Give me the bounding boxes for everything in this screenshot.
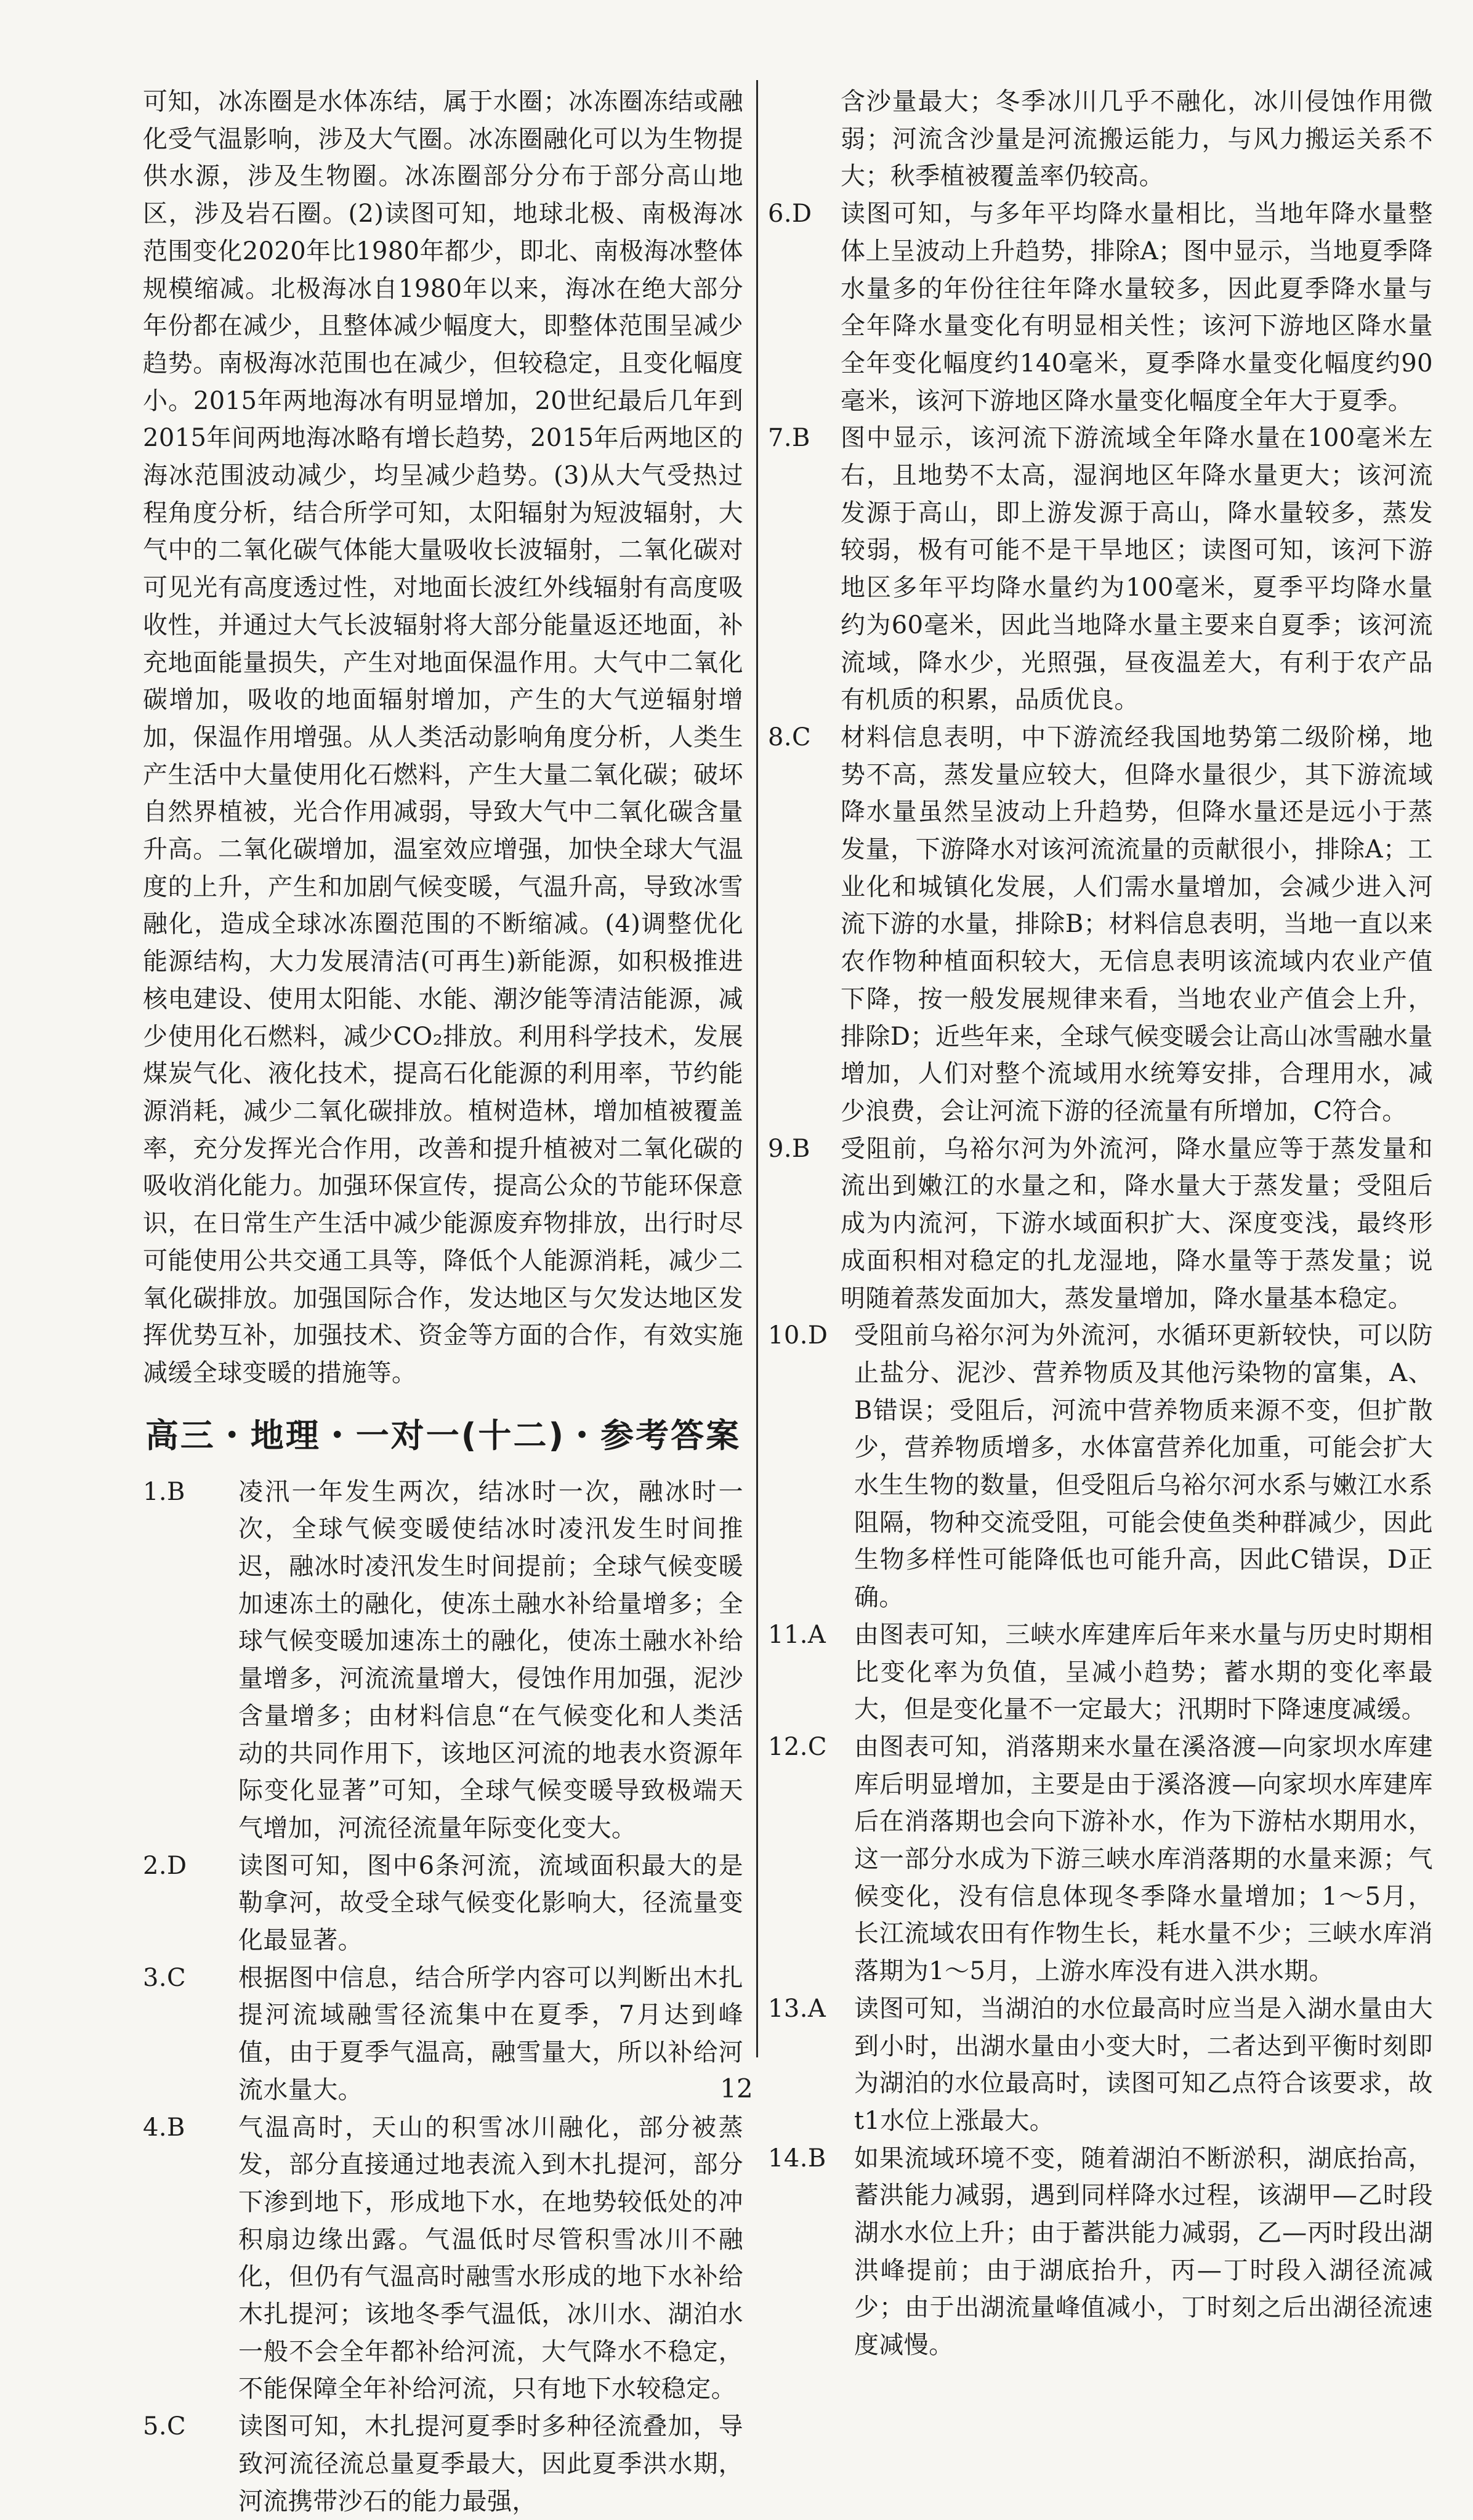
page-number: 12: [720, 2073, 753, 2104]
answer-text: 受阻前乌裕尔河为外流河，水循环更新较快，可以防止盐分、泥沙、营养物质及其他污染物的富集，A、B错误；受阻后，河流中营养物质来源不变，但扩散少，营养物质增多，水体富营养化加重，可能会扩大水生生物的数量，但受阻后乌裕尔河水系与嫩江水系阻隔，物种交流受阻，可能会使鱼类种群减少，因此生物多样性可能降低也可能升高，因此C错误，D正确。: [854, 1321, 1434, 1612]
answer-item: [768, 2140, 1433, 2364]
answer-text: 如果流域环境不变，随着湖泊不断淤积，湖底抬高，蓄洪能力减弱，遇到同样降水过程，该湖甲—乙时段湖水水位上升；由于蓄洪能力减弱，乙—丙时段出湖洪峰提前；由于湖底抬升，丙—丁时段入湖径流减少；由于出湖流量峰值减小，丁时刻之后出湖径流速度减慢。: [854, 2144, 1433, 2360]
answer-text: 凌汛一年发生两次，结冰时一次，融冰时一次，全球气候变暖使结冰时凌汛发生时间推迟，融冰时凌汛发生时间提前；全球气候变暖加速冻土的融化，使冻土融水补给量增多；全球气候变暖加速冻土的融化，使冻土融水补给量增多，河流流量增大，侵蚀作用加强，泥沙含量增多；由材料信息“在气候变化和人类活动的共同作用下，该地区河流的地表水资源年际变化显著”可知，全球气候变暖导致极端天气增加，河流径流量年际变化变大。: [238, 1477, 743, 1842]
answer-item: [768, 1317, 1433, 1616]
answer-number: 13.A: [768, 1994, 826, 2023]
answer-number: 2.D: [143, 1851, 187, 1880]
previous-answer-continuation: 可知，冰冻圈是水体冻结，属于水圈；冰冻圈冻结或融化受气温影响，涉及大气圈。冰冻圈融化可以为生物提供水源，涉及生物圈。冰冻圈部分分布于部分高山地区，涉及岩石圈。(2)读图可知，地球北极、南极海冰范围变化2020年比1980年都少，即北、南极海冰整体规模缩减。北极海冰自1980年以来，海冰在绝大部分年份都在减少，且整体减少幅度大，即整体范围呈减少趋势。南极海冰范围也在减少，但较稳定，且变化幅度小。2015年两地海冰有明显增加，20世纪最后几年到2015年间两地海冰略有增长趋势，2015年后两地区的海冰范围波动减少，均呈减少趋势。(3)从大气受热过程角度分析，结合所学可知，太阳辐射为短波辐射，大气中的二氧化碳气体能大量吸收长波辐射，二氧化碳对可见光有高度透过性，对地面长波红外线辐射有高度吸收性，并通过大气长波辐射将大部分能量返还地面，补充地面能量损失，产生对地面保温作用。大气中二氧化碳增加，吸收的地面辐射增加，产生的大气逆辐射增加，保温作用增强。从人类活动影响角度分析，人类生产生活中大量使用化石燃料，产生大量二氧化碳；破坏自然界植被，光合作用减弱，导致大气中二氧化碳含量升高。二氧化碳增加，温室效应增强，加快全球大气温度的上升，产生和加剧气候变暖，气温升高，导致冰雪融化，造成全球冰冻圈范围的不断缩减。(4)调整优化能源结构，大力发展清洁(可再生)新能源，如积极推进核电建设、使用太阳能、水能、潮汐能等清洁能源，减少使用化石燃料，减少CO₂排放。利用科学技术，发展煤炭气化、液化技术，提高石化能源的利用率，节约能源消耗，减少二氧化碳排放。植树造林，增加植被覆盖率，充分发挥光合作用，改善和提升植被对二氧化碳的吸收消化能力。加强环保宣传，提高公众的节能环保意识，在日常生产生活中减少能源废弃物排放，出行时尽可能使用公共交通工具等，降低个人能源消耗，减少二氧化碳排放。加强国际合作，发达地区与欠发达地区发挥优势互补，加强技术、资金等方面的合作，有效实施减缓全球变暖的措施等。: [143, 87, 743, 1387]
answer-text: 由图表可知，三峡水库建库后年来水量与历史时期相比变化率为负值，呈减小趋势；蓄水期的变化率最大，但是变化量不一定最大；汛期时下降速度减缓。: [854, 1620, 1433, 1724]
answer-item: [143, 1847, 743, 1959]
answer-number: 1.B: [143, 1477, 185, 1506]
answer-text: 由图表可知，消落期来水量在溪洛渡—向家坝水库建库后明显增加，主要是由于溪洛渡—向家坝水库建库后在消落期也会向下游补水，作为下游枯水期用水，这一部分水成为下游三峡水库消落期的水量来源；气候变化，没有信息体现冬季降水量增加；1～5月，长江流域农田有作物生长，耗水量不少；三峡水库消落期为1～5月，上游水库没有进入洪水期。: [854, 1732, 1433, 1986]
section-title: 高三・地理・一对一(十二)・参考答案: [145, 1416, 741, 1455]
answer-text: 气温高时，天山的积雪冰川融化，部分被蒸发，部分直接通过地表流入到木扎提河，部分下渗到地下，形成地下水，在地势较低处的冲积扇边缘出露。气温低时尽管积雪冰川不融化，但仍有气温高时融雪水形成的地下水补给木扎提河；该地冬季气温低，冰川水、湖泊水一般不会全年都补给河流，大气降水不稳定，不能保障全年补给河流，只有地下水较稳定。: [238, 2113, 743, 2404]
answer-item: [768, 1130, 1433, 1318]
answer-number: 12.C: [768, 1732, 827, 1761]
answer-text: 读图可知，当湖泊的水位最高时应当是入湖水量由大到小时，出湖水量由小变大时，二者达到平衡时刻即为湖泊的水位最高时，读图可知乙点符合该要求，故t1水位上涨最大。: [854, 1994, 1433, 2135]
answer-text: 根据图中信息，结合所学内容可以判断出木扎提河流域融雪径流集中在夏季，7月达到峰值，由于夏季气温高，融雪量大，所以补给河流水量大。: [238, 1963, 743, 2104]
right-column: [768, 83, 1433, 2364]
answer-list-right: [768, 195, 1433, 2364]
answer-number: 5.C: [143, 2412, 186, 2441]
answer-number: 10.D: [768, 1321, 828, 1350]
answer-number: 11.A: [768, 1620, 826, 1649]
answer-item: [143, 1473, 743, 1847]
answer-text: 受阻前，乌裕尔河为外流河，降水量应等于蒸发量和流出到嫩江的水量之和，降水量大于蒸发量；受阻后成为内流河，下游水域面积扩大、深度变浅，最终形成面积相对稳定的扎龙湿地，降水量等于蒸发量；说明随着蒸发面加大，蒸发量增加，降水量基本稳定。: [841, 1134, 1433, 1313]
answer-item: [768, 1728, 1433, 1990]
answer-text: 材料信息表明，中下游流经我国地势第二级阶梯，地势不高，蒸发量应较大，但降水量很少，其下游流域降水量虽然呈波动上升趋势，但降水量还是远小于蒸发量，下游降水对该河流流量的贡献很小，排除A；工业化和城镇化发展，人们需水量增加，会减少进入河流下游的水量，排除B；材料信息表明，当地一直以来农作物种植面积较大，无信息表明该流域内农业产值下降，按一般发展规律来看，当地农业产值会上升，排除D；近些年来，全球气候变暖会让高山冰雪融水量增加，人们对整个流域用水统筹安排，合理用水，减少浪费，会让河流下游的径流量有所增加，C符合。: [841, 723, 1433, 1125]
answer-text: 读图可知，与多年平均降水量相比，当地年降水量整体上呈波动上升趋势，排除A；图中显示，当地夏季降水量多的年份往往年降水量较多，因此夏季降水量与全年降水量变化有明显相关性；该河下游地区降水量全年变化幅度约140毫米，夏季降水量变化幅度约90毫米，该河下游地区降水量变化幅度全年大于夏季。: [841, 200, 1433, 415]
answer-number: 7.B: [768, 424, 810, 453]
answer-text: 读图可知，图中6条河流，流域面积最大的是勒拿河，故受全球气候变化影响大，径流量变化最显著。: [238, 1851, 743, 1955]
answer-number: 4.B: [143, 2113, 185, 2142]
answer-text: 图中显示，该河流下游流域全年降水量在100毫米左右，且地势不太高，湿润地区年降水量更大；该河流发源于高山，即上游发源于高山，降水量较多，蒸发较弱，极有可能不是干旱地区；读图可知，该河下游地区多年平均降水量约为100毫米，夏季平均降水量约为60毫米，因此当地降水量主要来自夏季；该河流流域，降水少，光照强，昼夜温差大，有利于农产品有机质的积累，品质优良。: [841, 424, 1433, 715]
answer-number: 9.B: [768, 1134, 810, 1163]
answer-item: [143, 2408, 743, 2520]
answer-item: [768, 719, 1433, 1130]
left-column: [143, 83, 743, 2520]
answer-number: 14.B: [768, 2144, 826, 2173]
answer-item: [768, 1990, 1433, 2140]
answer-number: 8.C: [768, 723, 811, 752]
answer-5-continuation: 含沙量最大；冬季冰川几乎不融化，冰川侵蚀作用微弱；河流含沙量是河流搬运能力，与风力搬运关系不大；秋季植被覆盖率仍较高。: [841, 87, 1433, 191]
column-divider: [756, 80, 758, 2057]
answer-item: [768, 195, 1433, 419]
answer-number: 6.D: [768, 200, 812, 229]
answer-item: [143, 2109, 743, 2409]
answer-text: 读图可知，木扎提河夏季时多种径流叠加，导致河流径流总量夏季最大，因此夏季洪水期，河流携带沙石的能力最强，: [238, 2412, 743, 2516]
answer-list-left: [143, 1473, 743, 2520]
answer-number: 3.C: [143, 1963, 186, 1992]
answer-item: [768, 419, 1433, 719]
answer-item: [768, 1616, 1433, 1728]
